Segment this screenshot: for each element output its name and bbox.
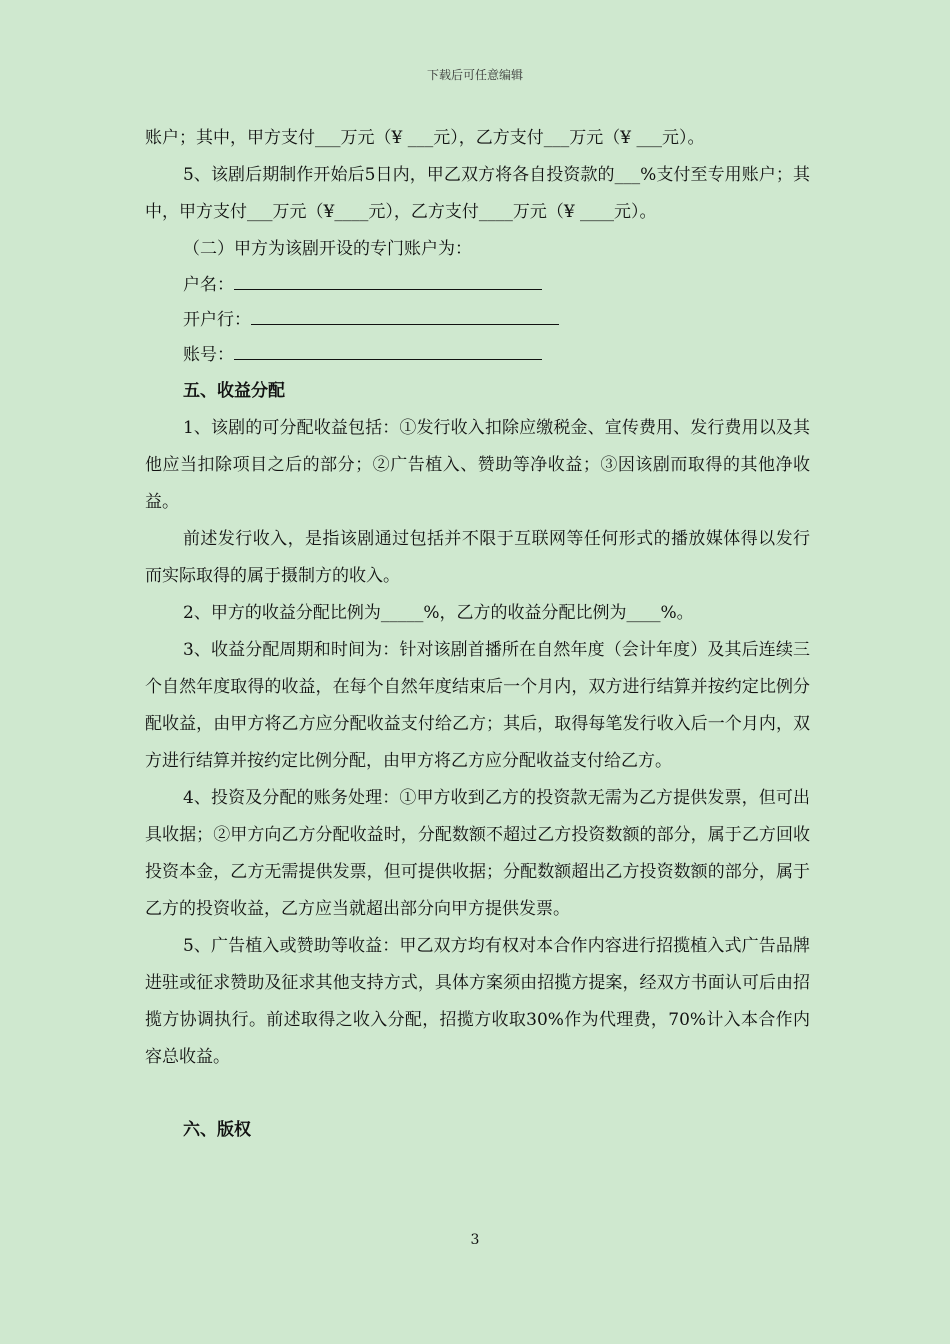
page-header: 下载后可任意编辑 — [426, 68, 523, 82]
account-name-field — [183, 268, 810, 303]
account-number-label: 账号： — [183, 345, 234, 365]
revenue-item-1-note: 前述发行收入，是指该剧通过包括并不限于互联网等任何形式的播放媒体得以发行而实际取得的属于摄制方的收入。 — [145, 529, 810, 586]
revenue-item-3: 3、收益分配周期和时间为：针对该剧首播所在自然年度（会计年度）及其后连续三个自然年度取得的收益，在每个自然年度结束后一个月内，双方进行结算并按约定比例分配收益，由甲方将乙方应分配收益支付给乙方；其后，取得每笔发行收入后一个月内，双方进行结算并按约定比例分配，由甲方将乙方应分配收益支付给乙方。 — [145, 640, 810, 771]
account-bank-field — [183, 303, 810, 338]
paragraph-post-production-payment: 5、该剧后期制作开始后5日内，甲乙双方将各自投资款的___%支付至专用账户；其中，甲方支付___万元（¥____元），乙方支付____万元（¥ ____元）。 — [145, 165, 810, 222]
document-body — [145, 120, 810, 1149]
account-bank-label: 开户行： — [183, 310, 251, 330]
account-name-label: 户名： — [183, 275, 234, 295]
revenue-item-5: 5、广告植入或赞助等收益：甲乙双方均有权对本合作内容进行招揽植入式广告品牌进驻或征求赞助及征求其他支持方式，具体方案须由招揽方提案，经双方书面认可后由招揽方协调执行。前述取得之收入分配，招揽方收取30%作为代理费，70%计入本合作内容总收益。 — [145, 936, 810, 1067]
account-number-blank — [234, 341, 542, 360]
revenue-item-1: 1、该剧的可分配收益包括：①发行收入扣除应缴税金、宣传费用、发行费用以及其他应当扣除项目之后的部分；②广告植入、赞助等净收益；③因该剧而取得的其他净收益。 — [145, 418, 810, 512]
paragraph-account-payment: 账户；其中，甲方支付___万元（¥ ___元），乙方支付___万元（¥ ___元）。 — [145, 128, 705, 148]
revenue-item-2: 2、甲方的收益分配比例为_____%，乙方的收益分配比例为____%。 — [183, 603, 694, 623]
section-heading-copyright: 六、版权 — [183, 1120, 251, 1140]
account-name-blank — [234, 271, 542, 290]
page-number: 3 — [470, 1232, 480, 1248]
revenue-item-4: 4、投资及分配的账务处理：①甲方收到乙方的投资款无需为乙方提供发票，但可出具收据；②甲方向乙方分配收益时，分配数额不超过乙方投资数额的部分，属于乙方回收投资本金，乙方无需提供发票，但可提供收据；分配数额超出乙方投资数额的部分，属于乙方的投资收益，乙方应当就超出部分向甲方提供发票。 — [145, 788, 810, 919]
paragraph-account-intro: （二）甲方为该剧开设的专门账户为： — [183, 239, 472, 259]
section-heading-revenue: 五、收益分配 — [183, 381, 285, 401]
account-bank-blank — [251, 306, 559, 325]
account-number-field — [183, 338, 810, 373]
